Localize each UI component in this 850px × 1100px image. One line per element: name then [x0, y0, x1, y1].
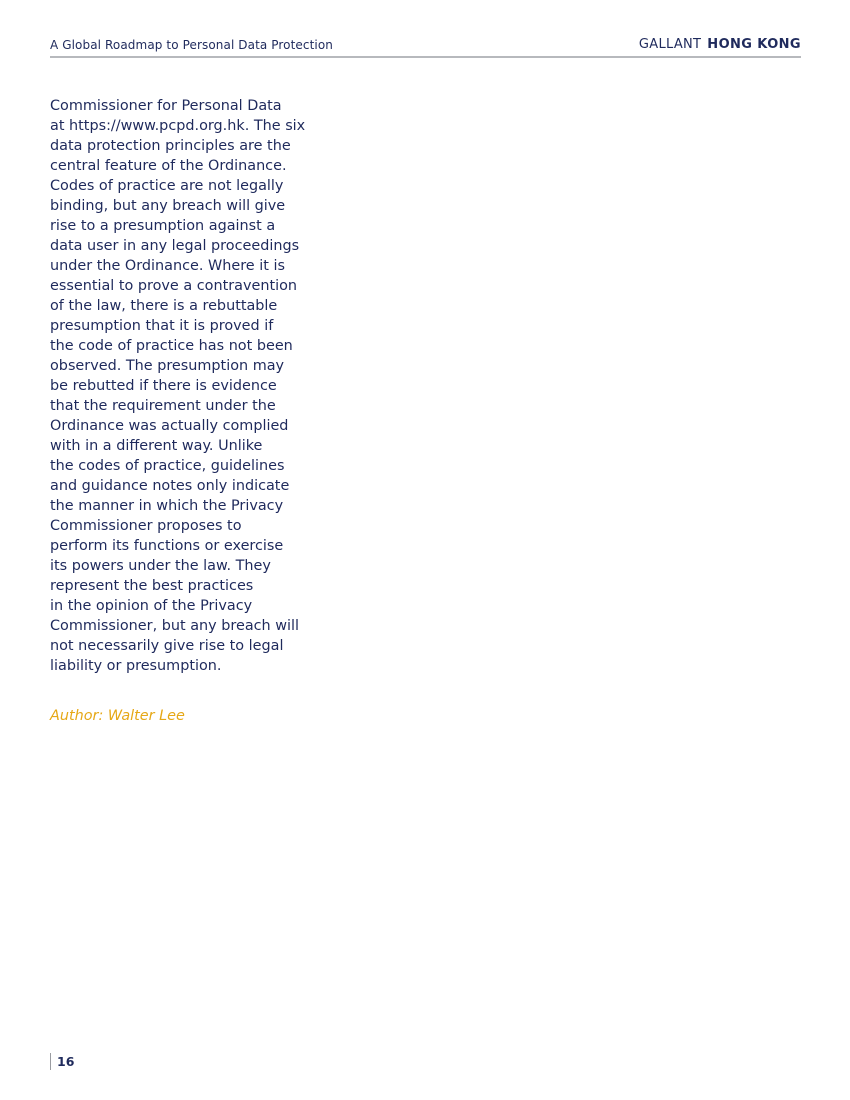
brand-region: HONG KONG: [707, 37, 801, 52]
body-text-line: liability or presumption.: [50, 658, 222, 674]
brand-firm: GALLANT: [638, 37, 702, 52]
body-text-line: the codes of practice, guidelines: [50, 458, 285, 474]
body-text-line: data user in any legal proceedings: [50, 238, 300, 254]
body-text-line: Commissioner proposes to: [50, 518, 242, 534]
document-title: A Global Roadmap to Personal Data Protection: [50, 38, 333, 52]
body-text-line: be rebutted if there is evidence: [50, 378, 277, 394]
body-text-line: and guidance notes only indicate: [50, 478, 290, 494]
body-text-line: Codes of practice are not legally: [50, 178, 284, 194]
body-text-line: its powers under the law. They: [50, 558, 271, 574]
body-text-line: data protection principles are the: [50, 138, 291, 154]
body-text-line: perform its functions or exercise: [50, 538, 284, 554]
body-text-line: Ordinance was actually complied: [50, 418, 289, 434]
body-text-line: the manner in which the Privacy: [50, 498, 284, 514]
body-text-line: at https://www.pcpd.org.hk. The six: [50, 118, 306, 134]
body-text-line: with in a different way. Unlike: [50, 438, 263, 454]
body-text-line: the code of practice has not been: [50, 338, 293, 354]
body-text-line: Commissioner, but any breach will: [50, 618, 300, 634]
body-text-line: represent the best practices: [50, 578, 254, 594]
page-number: 16: [57, 1054, 75, 1069]
page-header: [50, 36, 801, 54]
body-text-line: observed. The presumption may: [50, 358, 285, 374]
body-text-line: essential to prove a contravention: [50, 278, 298, 294]
page-number-divider: [50, 1053, 51, 1070]
body-text-line: binding, but any breach will give: [50, 198, 286, 214]
author-credit: Author: Walter Lee: [50, 708, 185, 724]
body-text-line: Commissioner for Personal Data: [50, 98, 282, 114]
brand-label: [639, 37, 801, 52]
body-text-line: in the opinion of the Privacy: [50, 598, 253, 614]
body-text-column: [50, 96, 306, 676]
body-text-line: presumption that it is proved if: [50, 318, 274, 334]
body-text-line: under the Ordinance. Where it is: [50, 258, 285, 274]
body-text-line: central feature of the Ordinance.: [50, 158, 287, 174]
body-text-line: that the requirement under the: [50, 398, 276, 414]
body-text-line: not necessarily give rise to legal: [50, 638, 284, 654]
body-text-line: rise to a presumption against a: [50, 218, 276, 234]
header-divider: [50, 56, 801, 58]
body-text-line: of the law, there is a rebuttable: [50, 298, 278, 314]
